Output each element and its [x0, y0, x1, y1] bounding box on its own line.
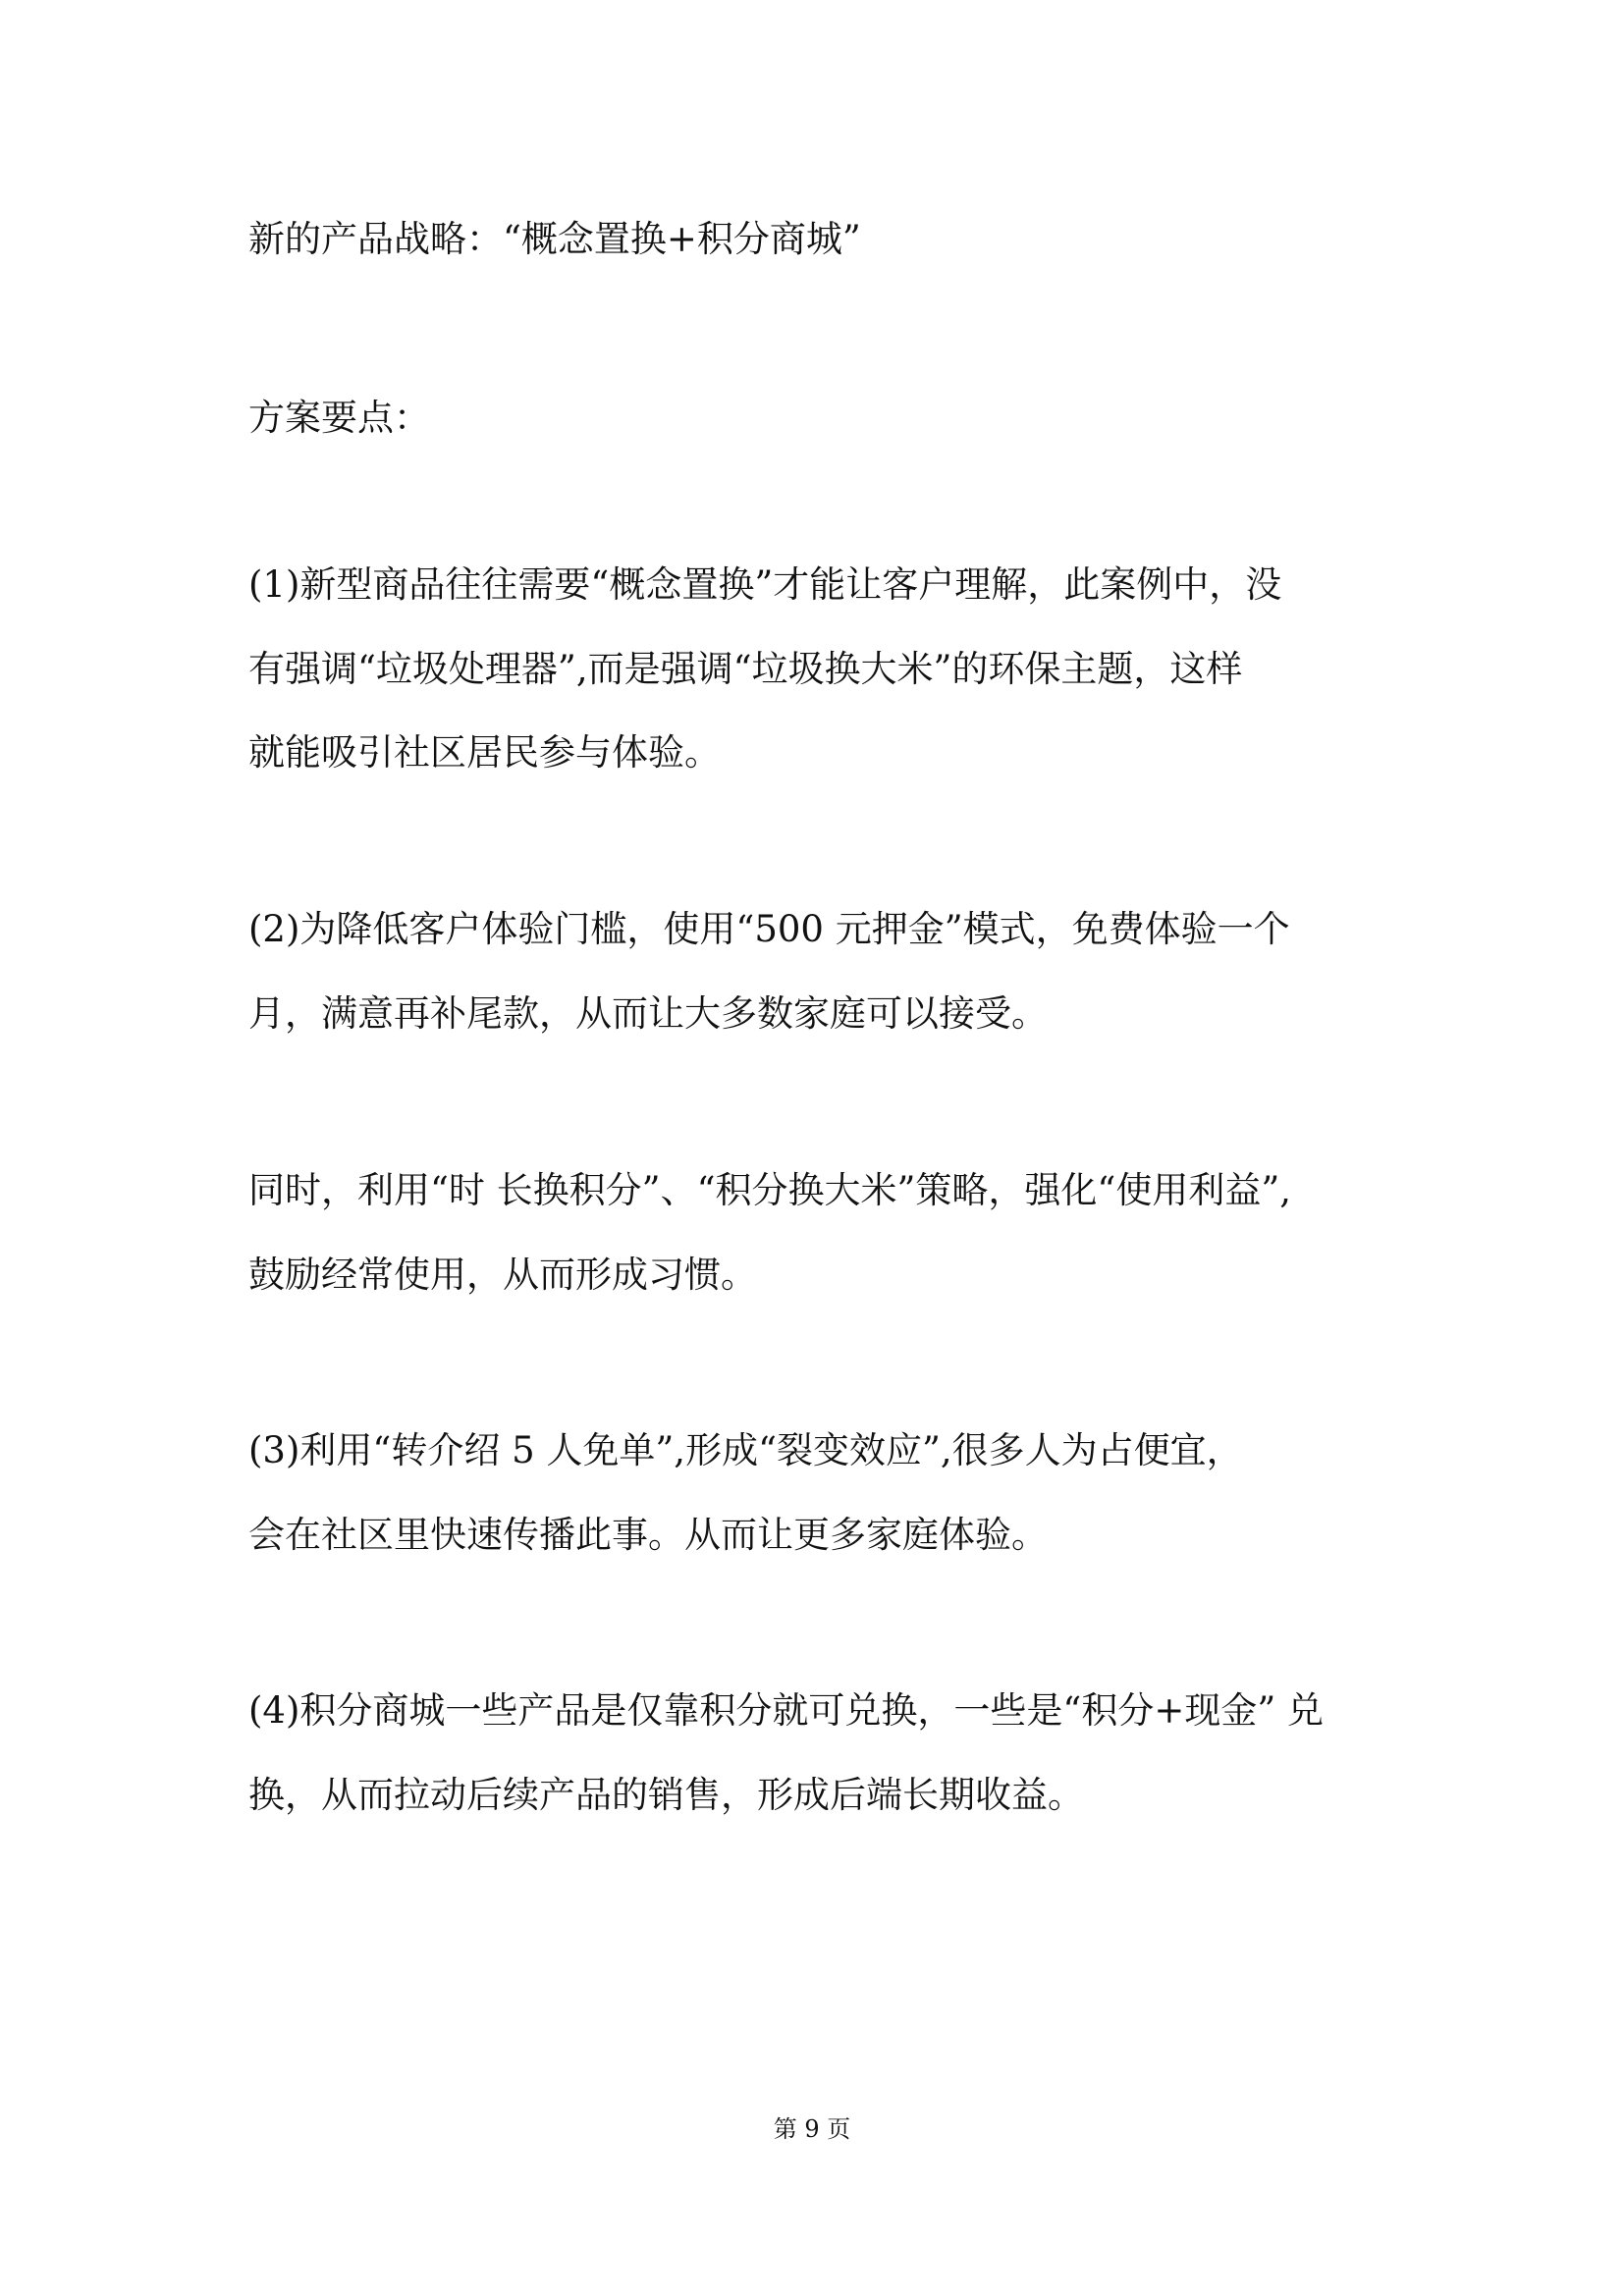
paragraph-line: 月，满意再补尾款，从而让大多数家庭可以接受。: [248, 992, 1048, 1035]
paragraph-line: (2)为降低客户体验门槛，使用“500 元押金”模式，免费体验一个: [248, 908, 1290, 950]
paragraph-line: 会在社区里快速传播此事。从而让更多家庭体验。: [248, 1514, 1048, 1556]
paragraph-line: 换，从而拉动后续产品的销售，形成后端长期收益。: [248, 1774, 1084, 1816]
paragraph-line: (3)利用“转介绍 5 人免单”,形成“裂变效应”,很多人为占便宜，: [248, 1429, 1243, 1471]
paragraph-line: 鼓励经常使用，从而形成习惯。: [248, 1254, 757, 1296]
paragraph-line: (4)积分商城一些产品是仅靠积分就可兑换，一些是“积分+现金” 兑: [248, 1689, 1325, 1732]
page-number: 第 9 页: [773, 2115, 851, 2143]
paragraph-line: (1)新型商品往往需要“概念置换”才能让客户理解，此案例中，没: [248, 563, 1282, 606]
strategy-heading: 新的产品战略：“概念置换+积分商城”: [248, 218, 861, 260]
paragraph-line: 就能吸引社区居民参与体验。: [248, 731, 721, 774]
paragraph-line: 有强调“垃圾处理器”,而是强调“垃圾换大米”的环保主题，这样: [248, 648, 1243, 690]
section-label: 方案要点：: [248, 397, 430, 439]
paragraph-line: 同时，利用“时 长换积分”、“积分换大米”策略，强化“使用利益”,: [248, 1169, 1292, 1211]
